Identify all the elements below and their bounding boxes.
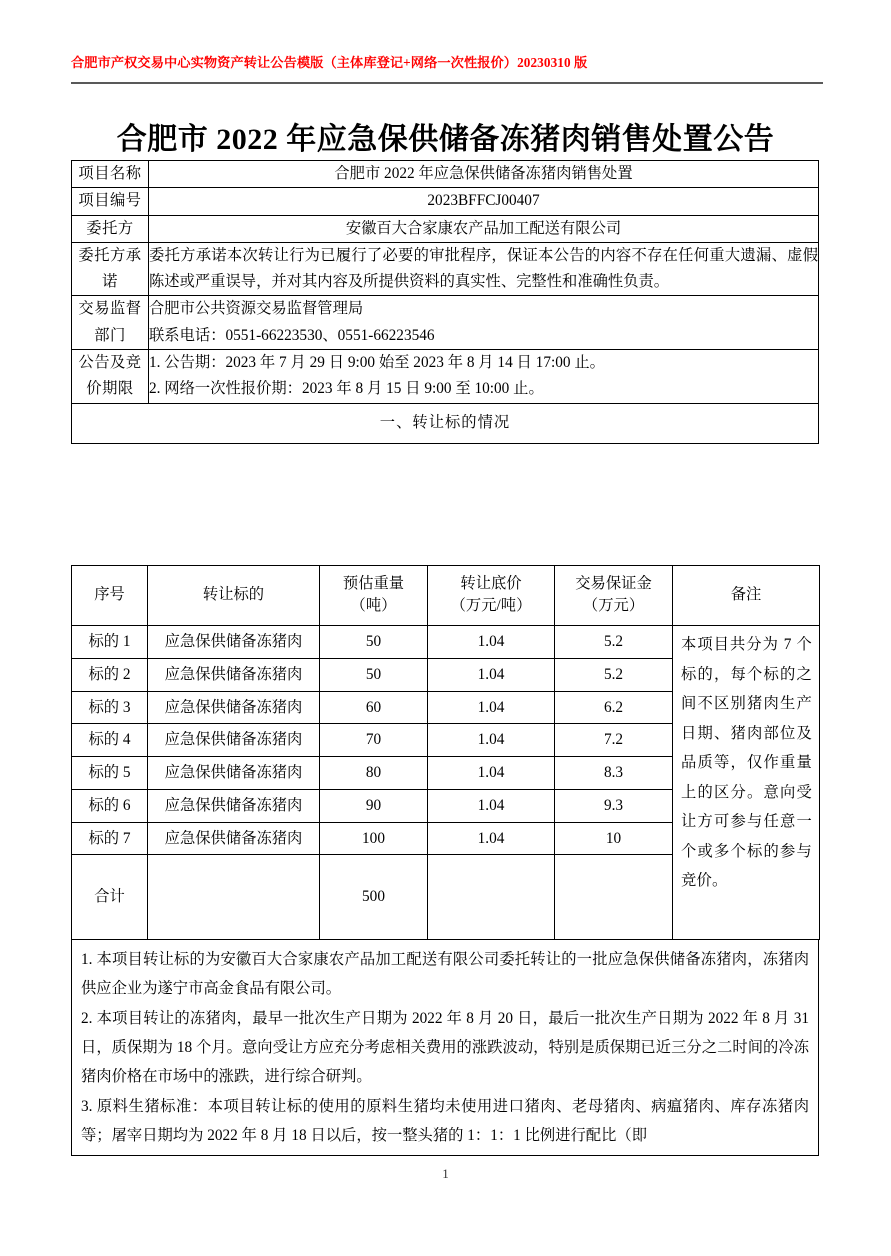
- col-header-remark: 备注: [673, 566, 820, 626]
- cell-total-item: [148, 855, 320, 940]
- header-divider: [71, 82, 823, 84]
- cell-item: 应急保供储备冻猪肉: [148, 659, 320, 692]
- cell-no: 标的 2: [72, 659, 148, 692]
- table-row: [72, 215, 819, 242]
- cell-deposit: 5.2: [555, 659, 673, 692]
- row-value-commitment: 委托方承诺本次转让行为已履行了必要的审批程序，保证本公告的内容不存在任何重大遗漏、虚假陈述或严重误导，并对其内容及所提供资料的真实性、完整性和准确性负责。: [149, 242, 819, 296]
- row-label-project-name: 项目名称: [72, 161, 149, 188]
- row-label-period: 公告及竞价期限: [72, 350, 149, 404]
- cell-no: 标的 4: [72, 724, 148, 757]
- col-header-weight: [320, 566, 428, 626]
- cell-total-deposit: [555, 855, 673, 940]
- row-value-project-number: 2023BFFCJ00407: [149, 188, 819, 215]
- col-header-deposit-line1: 交易保证金: [575, 575, 652, 592]
- cell-price: 1.04: [428, 691, 555, 724]
- cell-total-label: 合计: [72, 855, 148, 940]
- note-item: 1. 本项目转让标的为安徽百大合家康农产品加工配送有限公司委托转让的一批应急保供储备冻猪肉，冻猪肉供应企业为遂宁市高金食品有限公司。: [81, 951, 809, 998]
- cell-weight: 60: [320, 691, 428, 724]
- cell-item: 应急保供储备冻猪肉: [148, 691, 320, 724]
- col-header-weight-unit: （吨）: [350, 597, 397, 615]
- cell-item: 应急保供储备冻猪肉: [148, 789, 320, 822]
- row-label-project-number: 项目编号: [72, 188, 149, 215]
- cell-weight: 100: [320, 822, 428, 855]
- col-header-deposit: [555, 566, 673, 626]
- cell-weight: 70: [320, 724, 428, 757]
- cell-remark: 本项目共分为 7 个标的，每个标的之间不区别猪肉生产日期、猪肉部位及品质等，仅作重量上的区分。意向受让方可参与任意一个或多个标的参与竞价。: [673, 626, 820, 940]
- col-header-no: 序号: [72, 566, 148, 626]
- cell-no: 标的 5: [72, 757, 148, 790]
- cell-price: 1.04: [428, 659, 555, 692]
- cell-item: 应急保供储备冻猪肉: [148, 822, 320, 855]
- cell-weight: 80: [320, 757, 428, 790]
- cell-deposit: 9.3: [555, 789, 673, 822]
- cell-item: 应急保供储备冻猪肉: [148, 626, 320, 659]
- cell-deposit: 10: [555, 822, 673, 855]
- table-row: [72, 161, 819, 188]
- cell-item: 应急保供储备冻猪肉: [148, 757, 320, 790]
- cell-no: 标的 6: [72, 789, 148, 822]
- cell-no: 标的 3: [72, 691, 148, 724]
- supervision-authority: 合肥市公共资源交易监督管理局: [149, 300, 364, 318]
- page-title: 合肥市 2022 年应急保供储备冻猪肉销售处置公告: [116, 123, 775, 157]
- row-label-consignor: 委托方: [72, 215, 149, 242]
- row-value-consignor: 安徽百大合家康农产品加工配送有限公司: [149, 215, 819, 242]
- table-header-row: [72, 566, 820, 626]
- cell-price: 1.04: [428, 789, 555, 822]
- cell-no: 标的 7: [72, 822, 148, 855]
- cell-weight: 50: [320, 659, 428, 692]
- announcement-period: 1. 公告期：2023 年 7 月 29 日 9:00 始至 2023 年 8 月 14 日 17:00 止。: [149, 354, 605, 372]
- cell-price: 1.04: [428, 724, 555, 757]
- transfer-subject-table: [71, 565, 820, 940]
- col-header-price-unit: （万元/吨）: [450, 597, 532, 615]
- table-row: [72, 403, 819, 443]
- cell-total-price: [428, 855, 555, 940]
- cell-price: 1.04: [428, 822, 555, 855]
- row-value-project-name: 合肥市 2022 年应急保供储备冻猪肉销售处置: [149, 161, 819, 188]
- project-info-table: [71, 160, 819, 444]
- col-header-price: [428, 566, 555, 626]
- cell-item: 应急保供储备冻猪肉: [148, 724, 320, 757]
- row-value-period: [149, 350, 819, 404]
- page-number: 1: [442, 1166, 449, 1181]
- cell-deposit: 7.2: [555, 724, 673, 757]
- row-value-supervision: [149, 296, 819, 350]
- row-label-supervision: 交易监督部门: [72, 296, 149, 350]
- row-label-commitment: 委托方承诺: [72, 242, 149, 296]
- cell-price: 1.04: [428, 757, 555, 790]
- cell-weight: 50: [320, 626, 428, 659]
- template-header-text: 合肥市产权交易中心实物资产转让公告模版（主体库登记+网络一次性报价）20230310 版: [71, 55, 588, 70]
- bidding-period: 2. 网络一次性报价期：2023 年 8 月 15 日 9:00 至 10:00 止。: [149, 380, 544, 398]
- col-header-price-line1: 转让底价: [460, 575, 522, 592]
- cell-deposit: 5.2: [555, 626, 673, 659]
- note-item: 3. 原料生猪标准：本项目转让标的使用的原料生猪均未使用进口猪肉、老母猪肉、病瘟猪肉、库存冻猪肉等；屠宰日期均为 2022 年 8 月 18 日以后，按一整头猪的 1：1：1 比例进行配比（即: [81, 1097, 809, 1145]
- table-row: [72, 242, 819, 296]
- col-header-item: 转让标的: [148, 566, 320, 626]
- cell-total-weight: 500: [320, 855, 428, 940]
- supervision-phone: 联系电话：0551-66223530、0551-66223546: [149, 326, 435, 344]
- table-row: [72, 350, 819, 404]
- table-row: [72, 188, 819, 215]
- table-row: [72, 940, 819, 1155]
- cell-no: 标的 1: [72, 626, 148, 659]
- note-item: 2. 本项目转让的冻猪肉，最早一批次生产日期为 2022 年 8 月 20 日，最后一批次生产日期为 2022 年 8 月 31 日，质保期为 18 个月。意向受让方应充分考虑相关费用的涨跌波动，特别是质保期已近三分之二时间的冷冻猪肉价格在市场中的涨跌，进行综合研判。: [81, 1009, 809, 1086]
- notes-table: [71, 940, 819, 1156]
- table-row: [72, 626, 820, 659]
- cell-weight: 90: [320, 789, 428, 822]
- cell-deposit: 8.3: [555, 757, 673, 790]
- section-heading-transfer-subject: 一、转让标的情况: [72, 403, 819, 443]
- cell-price: 1.04: [428, 626, 555, 659]
- notes-cell: [72, 940, 819, 1155]
- col-header-weight-line1: 预估重量: [342, 575, 405, 592]
- cell-deposit: 6.2: [555, 691, 673, 724]
- col-header-deposit-unit: （万元）: [582, 597, 645, 615]
- table-row: [72, 296, 819, 350]
